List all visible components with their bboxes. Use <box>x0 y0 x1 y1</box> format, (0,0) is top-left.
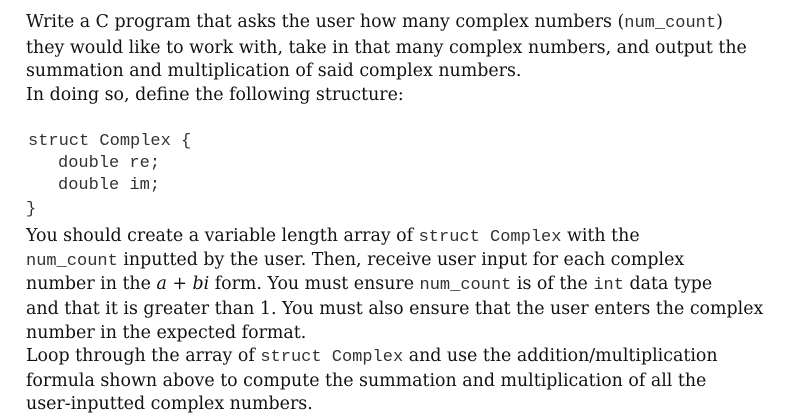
math-bi: bi <box>192 274 210 294</box>
body-line-4: and that it is greater than 1. You must also ensure that the user enters the complex <box>26 299 764 319</box>
body-line-7: formula shown above to compute the summation and multiplication of all the <box>26 371 707 391</box>
code-line-im: double im; <box>58 176 161 195</box>
math-plus: + <box>166 274 193 294</box>
code-line-re: double re; <box>58 154 161 173</box>
body-text: You should create a variable length array of <box>26 226 419 246</box>
inline-code-struct-complex: struct Complex <box>260 348 404 367</box>
code-line-close: } <box>26 200 37 219</box>
body-text: data type <box>623 274 713 294</box>
body-text: form. You must ensure <box>209 274 420 294</box>
intro-text-end: ) <box>716 12 723 32</box>
inline-code-num-count: num_count <box>26 252 118 271</box>
intro-line-1 <box>26 11 723 33</box>
body-text: number in the <box>26 274 157 294</box>
body-line-2 <box>26 249 684 271</box>
inline-code-num-count: num_count <box>624 14 717 33</box>
code-line-struct: struct Complex { <box>28 132 192 151</box>
intro-line-3: summation and multiplication of said complex numbers. <box>26 61 522 81</box>
intro-line-4: In doing so, define the following structure: <box>26 85 404 105</box>
body-line-8: user-inputted complex numbers. <box>26 394 313 414</box>
body-line-3 <box>26 273 712 295</box>
inline-code-struct-complex: struct Complex <box>418 228 562 247</box>
math-a: a <box>156 274 167 294</box>
body-line-6 <box>26 345 718 367</box>
body-text: and use the addition/multiplication <box>403 346 718 366</box>
body-text: with the <box>561 226 640 246</box>
body-line-1 <box>26 225 640 247</box>
intro-text: Write a C program that asks the user how many complex numbers ( <box>26 12 625 32</box>
intro-line-2: they would like to work with, take in that many complex numbers, and output the <box>26 38 747 58</box>
inline-code-int: int <box>593 276 624 295</box>
body-line-5: number in the expected format. <box>26 323 307 343</box>
body-text: inputted by the user. Then, receive user input for each complex <box>117 250 685 270</box>
body-text: Loop through the array of <box>26 346 261 366</box>
body-text: is of the <box>511 274 594 294</box>
inline-code-num-count: num_count <box>419 276 512 295</box>
